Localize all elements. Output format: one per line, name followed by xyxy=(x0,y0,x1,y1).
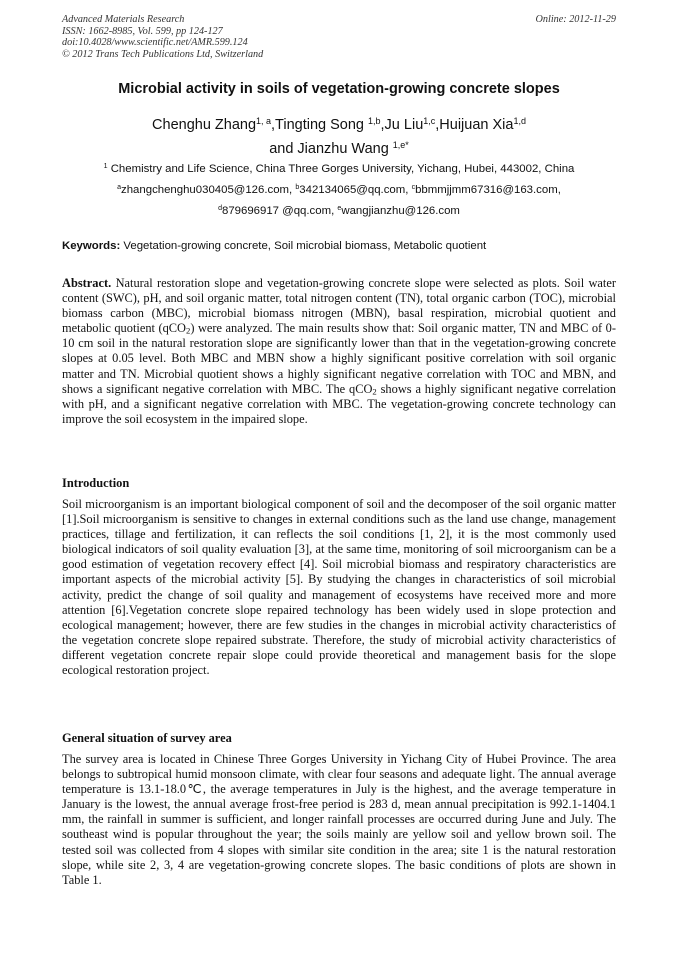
author-name: Chenghu Zhang xyxy=(152,117,257,133)
subscript: 2 xyxy=(372,386,377,397)
journal-copyright: © 2012 Trans Tech Publications Ltd, Switzerland xyxy=(62,48,264,60)
introduction-text: Soil microorganism is an important biological component of soil and the decomposer of the soil organic matter [1].Soil microorganism is sensitive to changes in external conditions such as the land use change, management practices, tillage and fertilization, it can reflects the soil conditions [1, 2], it is the most commonly used biological indicators of soil quality evaluation [3], at the same time, monitoring of soil microorganism can be a good estimation of vegetation recovery effect [4]. Soil microbial biomass and respiratory characteristics are important aspects of the microbial activity [5]. By studying the changes in characteristics of soil microbial activity, predict the change of soil quality and management of ecosystems have received more and more attention [6].Vegetation concrete slope repaired technology has been widely used in slope protection and ecological management; however, there are few studies in the changes in microbial activity characteristics of the vegetation concrete slope repaired substrate. Therefore, the study of microbial activity characteristics of different vegetation concrete repair slope could provide theoretical and management basis for the slope ecological restoration project. xyxy=(62,497,616,678)
email-a: zhangchenghu030405@126.com, xyxy=(121,184,296,196)
author-name: and Jianzhu Wang xyxy=(269,141,393,157)
author-marker: 1,b xyxy=(368,116,381,127)
affiliation-marker: 1 xyxy=(103,163,108,171)
abstract-text: shows a highly significant negative correlation with pH, and a significant negative correlation with MBC. The vegetation-growing concrete technology can improve the soil ecosystem in the impaired slope. xyxy=(62,381,616,426)
email-marker: e xyxy=(337,205,342,213)
author-list xyxy=(62,113,616,161)
abstract xyxy=(62,276,616,427)
survey-text: The survey area is located in Chinese Three Gorges University in Yichang City of Hubei Province. The area belongs to subtropical humid monsoon climate, with clear four seasons and adequate light. The annual average temperature is 13.1-18.0℃, the average temperatures in July is the highest, and the average temperature in January is the lowest, the annual average frost-free period is 283 d, mean annual precipitation is 992.1-1404.1 mm, the rainfall in summer is sufficient, and longer rainfall processes are occurred during June and July. The southeast wind is popular throughout the year; the soils mainly are yellow soil and yellow brown soil. The tested soil was collected from 4 slopes with similar site condition in the area; site 1 is the natural restoration slope, while site 2, 3, 4 are vegetation-growing concrete slopes. The basic conditions of plots are shown in Table 1. xyxy=(62,752,616,887)
email-marker: d xyxy=(218,205,222,213)
email-c: bbmmjjmm67316@163.com, xyxy=(415,184,561,196)
email-e: wangjianzhu@126.com xyxy=(341,205,460,217)
author-line-2 xyxy=(62,137,616,161)
keywords-text: Vegetation-growing concrete, Soil microbial biomass, Metabolic quotient xyxy=(120,240,487,252)
author-line-1 xyxy=(62,113,616,137)
email-marker: c xyxy=(411,184,416,192)
author-marker: 1,e* xyxy=(392,140,409,151)
keywords-label: Keywords: xyxy=(62,240,121,252)
email-b: 342134065@qq.com, xyxy=(299,184,412,196)
online-date: Online: 2012-11-29 xyxy=(535,14,616,25)
abstract-text: Natural restoration slope and vegetation-growing concrete slope were selected as plots. Soil water content (SWC), pH, and soil organic matter, total nitrogen content (TN), total organic carbon (TOC), microbial biomass carbon (MBC), microbial biomass nitrogen (MBN), basal respiration, microbial quotient and metabolic quotient (qCO xyxy=(62,276,616,336)
author-name: ,Huijuan Xia xyxy=(435,117,514,133)
author-name: ,Tingting Song xyxy=(271,117,369,133)
affiliation xyxy=(62,163,616,175)
email-marker: b xyxy=(295,184,300,192)
journal-doi: doi:10.4028/www.scientific.net/AMR.599.124 xyxy=(62,37,248,49)
survey-heading: General situation of survey area xyxy=(62,731,232,745)
author-marker: 1, a xyxy=(256,116,272,127)
journal-header xyxy=(62,14,616,60)
author-marker: 1,d xyxy=(513,116,526,127)
email-d: 879696917 @qq.com, xyxy=(221,205,338,217)
abstract-text: ) were analyzed. The main results show that: Soil organic matter, TN and MBC of 0-10 cm soil in the natural restoration slope are significantly lower than that in the vegetation-growing concrete slopes at 0.05 level. Both MBC and MBN show a highly significant positive correlation with soil organic matter and TN. Microbial quotient shows a highly significant negative correlation with TOC and MBN, and shows a significant negative correlation with MBC. The qCO xyxy=(62,321,616,396)
affiliation-text: Chemistry and Life Science, China Three Gorges University, Yichang, Hubei, 443002, China xyxy=(107,163,575,175)
introduction-heading: Introduction xyxy=(62,476,130,490)
email-line-2 xyxy=(62,205,616,217)
email-line-1 xyxy=(62,184,616,196)
author-name: ,Ju Liu xyxy=(380,117,424,133)
paper-title: Microbial activity in soils of vegetation-growing concrete slopes xyxy=(118,81,560,97)
email-marker: a xyxy=(117,184,122,192)
journal-issn: ISSN: 1662-8985, Vol. 599, pp 124-127 xyxy=(62,25,223,37)
author-marker: 1,c xyxy=(423,116,436,127)
abstract-label: Abstract. xyxy=(62,276,112,290)
subscript: 2 xyxy=(186,326,191,337)
journal-name: Advanced Materials Research xyxy=(62,14,185,25)
keywords xyxy=(62,240,616,252)
